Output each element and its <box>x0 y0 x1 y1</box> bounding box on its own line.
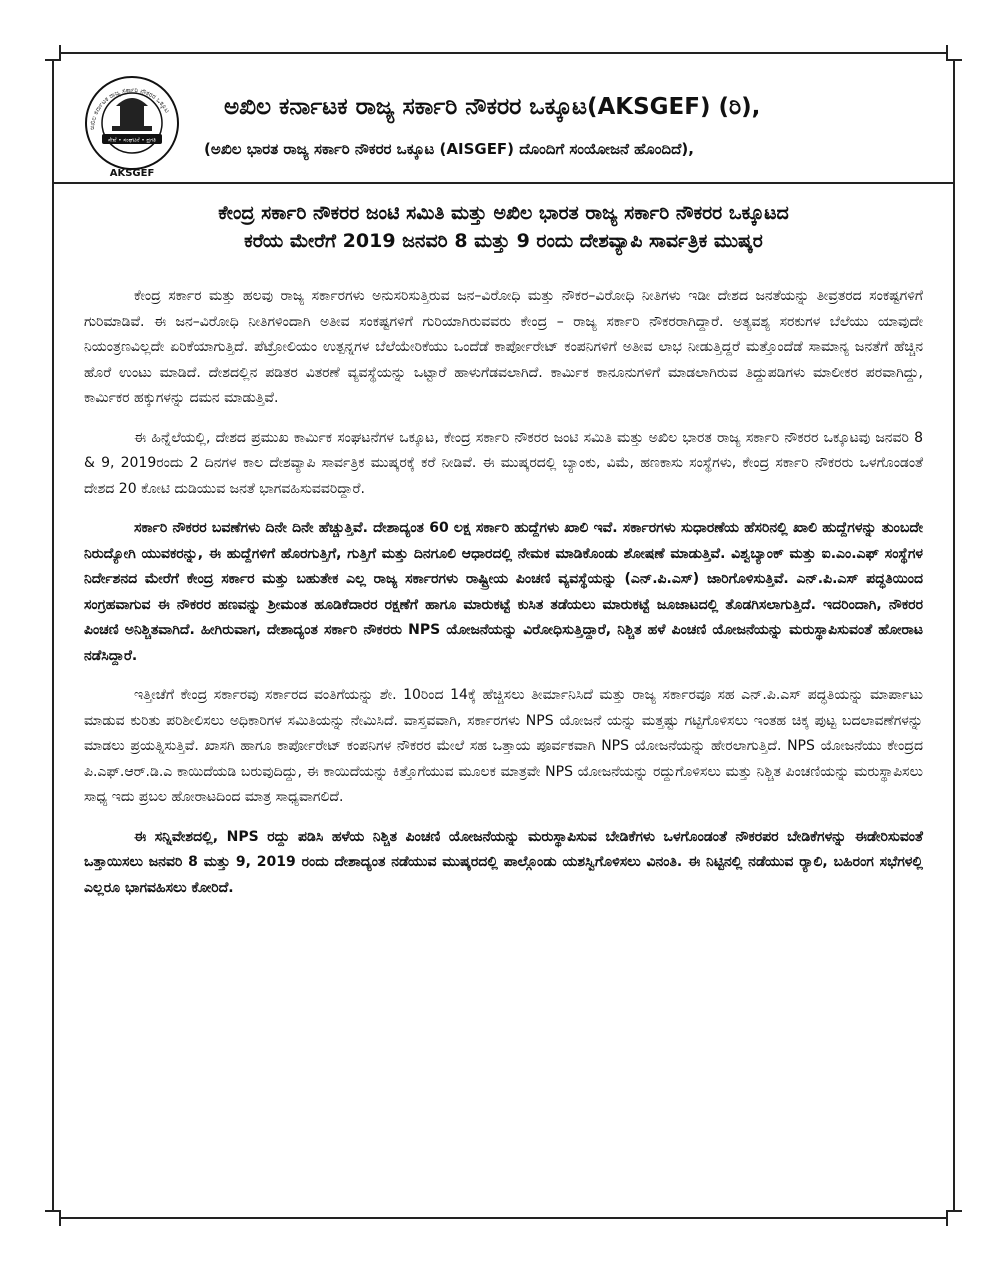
notice-body <box>84 284 923 915</box>
headline-line-1: ಕೇಂದ್ರ ಸರ್ಕಾರಿ ನೌಕರರ ಜಂಟಿ ಸಮಿತಿ ಮತ್ತು ಅಖಿಲ ಭಾರತ ರಾಜ್ಯ ಸರ್ಕಾರಿ ನೌಕರರ ಒಕ್ಕೂಟದ <box>218 202 789 224</box>
logo-ring-text: ಅಖಿಲ ಕರ್ನಾಟಕ ರಾಜ್ಯ ಸರ್ಕಾರಿ ನೌಕರರ ಒಕ್ಕೂಟ <box>87 85 172 131</box>
paragraph-4: ಇತ್ತೀಚೆಗೆ ಕೇಂದ್ರ ಸರ್ಕಾರವು ಸರ್ಕಾರದ ವಂತಿಗೆಯನ್ನು ಶೇ. 10ರಿಂದ 14ಕ್ಕೆ ಹೆಚ್ಚಿಸಲು ತೀರ್ಮಾನಿಸಿದೆ ಮತ್ತು ರಾಜ್ಯ ಸರ್ಕಾರವೂ ಸಹ ಎನ್.ಪಿ.ಎಸ್ ಪದ್ಧತಿಯನ್ನು ಮಾರ್ಪಾಟು ಮಾಡುವ ಕುರಿತು ಪರಿಶೀಲಿಸಲು ಅಧಿಕಾರಿಗಳ ಸಮಿತಿಯನ್ನು ನೇಮಿಸಿದೆ. ವಾಸ್ತವವಾಗಿ, ಸರ್ಕಾರಗಳು NPS ಯೋಜನೆ ಯನ್ನು ಮತ್ತಷ್ಟು ಗಟ್ಟಿಗೊಳಿಸಲು ಇಂತಹ ಚಿಕ್ಕ ಪುಟ್ಟ ಬದಲಾವಣೆಗಳನ್ನು ಮಾಡಲು ಪ್ರಯತ್ನಿಸುತ್ತಿವೆ. ಖಾಸಗಿ ಹಾಗೂ ಕಾರ್ಪೋರೇಟ್ ಕಂಪನಿಗಳ ನೌಕರರ ಮೇಲೆ ಸಹ ಒತ್ತಾಯ ಪೂರ್ವಕವಾಗಿ NPS ಯೋಜನೆಯನ್ನು ಹೇರಲಾಗುತ್ತಿದೆ. NPS ಯೋಜನೆಯು ಕೇಂದ್ರದ ಪಿ.ಎಫ್.ಆರ್.ಡಿ.ಎ ಕಾಯಿದೆಯಡಿ ಬರುವುದಿದ್ದು, ಈ ಕಾಯಿದೆಯನ್ನು ಕಿತ್ತೊಗೆಯುವ ಮೂಲಕ ಮಾತ್ರವೇ NPS ಯೋಜನೆಯನ್ನು ರದ್ದುಗೊಳಿಸಲು ಮತ್ತು ನಿಶ್ಚಿತ ಪಿಂಚಣಿಯನ್ನು ಮರುಸ್ಥಾಪಿಸಲು ಸಾಧ್ಯ ಇದು ಪ್ರಬಲ ಹೋರಾಟದಿಂದ ಮಾತ್ರ ಸಾಧ್ಯವಾಗಲಿದೆ. <box>84 687 923 805</box>
border-corner <box>45 1210 61 1226</box>
letterhead <box>54 54 953 184</box>
paragraph-2: ಈ ಹಿನ್ನೆಲೆಯಲ್ಲಿ, ದೇಶದ ಪ್ರಮುಖ ಕಾರ್ಮಿಕ ಸಂಘಟನೆಗಳ ಒಕ್ಕೂಟ, ಕೇಂದ್ರ ಸರ್ಕಾರಿ ನೌಕರರ ಜಂಟಿ ಸಮಿತಿ ಮತ್ತು ಅಖಿಲ ಭಾರತ ರಾಜ್ಯ ಸರ್ಕಾರಿ ನೌಕರರ ಒಕ್ಕೂಟವು ಜನವರಿ 8 & 9, 2019ರಂದು 2 ದಿನಗಳ ಕಾಲ ದೇಶವ್ಯಾಪಿ ಸಾರ್ವತ್ರಿಕ ಮುಷ್ಕರಕ್ಕೆ ಕರೆ ನೀಡಿವೆ. ಈ ಮುಷ್ಕರದಲ್ಲಿ ಬ್ಯಾಂಕು, ವಿಮೆ, ಹಣಕಾಸು ಸಂಸ್ಥೆಗಳು, ಕೇಂದ್ರ ಸರ್ಕಾರಿ ನೌಕರರು ಒಳಗೊಂಡಂತೆ ದೇಶದ 20 ಕೋಟಿ ದುಡಿಯುವ ಜನತೆ ಭಾಗವಹಿಸುವವರಿದ್ದಾರೆ. <box>84 429 924 497</box>
organization-title: ಅಖಿಲ ಕರ್ನಾಟಕ ರಾಜ್ಯ ಸರ್ಕಾರಿ ನೌಕರರ ಒಕ್ಕೂಟ(AKSGEF) (ರಿ), <box>224 94 761 120</box>
organization-affiliation: (ಅಖಿಲ ಭಾರತ ರಾಜ್ಯ ಸರ್ಕಾರಿ ನೌಕರರ ಒಕ್ಕೂಟ (AISGEF) ದೊಂದಿಗೆ ಸಂಯೋಜನೆ ಹೊಂದಿದೆ), <box>204 140 694 158</box>
aksgef-logo <box>72 68 192 180</box>
logo-motto: ಸೇವೆ • ಸಂಘಟನೆ • ಪ್ರಗತಿ <box>108 137 156 144</box>
paragraph-5: ಈ ಸನ್ನಿವೇಶದಲ್ಲಿ, NPS ರದ್ದು ಪಡಿಸಿ ಹಳೆಯ ನಿಶ್ಚಿತ ಪಿಂಚಣಿ ಯೋಜನೆಯನ್ನು ಮರುಸ್ಥಾಪಿಸುವ ಬೇಡಿಕೆಗಳು ಒಳಗೊಂಡಂತೆ ನೌಕರಪರ ಬೇಡಿಕೆಗಳನ್ನು ಈಡೇರಿಸುವಂತೆ ಒತ್ತಾಯಿಸಲು ಜನವರಿ 8 ಮತ್ತು 9, 2019 ರಂದು ದೇಶಾದ್ಯಂತ ನಡೆಯುವ ಮುಷ್ಕರದಲ್ಲಿ ಪಾಲ್ಗೊಂಡು ಯಶಸ್ವಿಗೊಳಿಸಲು ವಿನಂತಿ. ಈ ನಿಟ್ಟಿನಲ್ಲಿ ನಡೆಯುವ ರ‍್ಯಾಲಿ, ಬಹಿರಂಗ ಸಭೆಗಳಲ್ಲಿ ಎಲ್ಲರೂ ಭಾಗವಹಿಸಲು ಕೋರಿದೆ. <box>84 828 923 896</box>
border-corner <box>946 1210 962 1226</box>
notice-headline <box>74 199 933 255</box>
page-border <box>52 52 955 1219</box>
paragraph-3: ಸರ್ಕಾರಿ ನೌಕರರ ಬವಣೆಗಳು ದಿನೇ ದಿನೇ ಹೆಚ್ಚುತ್ತಿವೆ. ದೇಶಾದ್ಯಂತ 60 ಲಕ್ಷ ಸರ್ಕಾರಿ ಹುದ್ದೆಗಳು ಖಾಲಿ ಇವೆ. ಸರ್ಕಾರಗಳು ಸುಧಾರಣೆಯ ಹೆಸರಿನಲ್ಲಿ ಖಾಲಿ ಹುದ್ದೆಗಳನ್ನು ತುಂಬದೇ ನಿರುದ್ಯೋಗಿ ಯುವಕರನ್ನು, ಈ ಹುದ್ದೆಗಳಿಗೆ ಹೊರಗುತ್ತಿಗೆ, ಗುತ್ತಿಗೆ ಮತ್ತು ದಿನಗೂಲಿ ಆಧಾರದಲ್ಲಿ ನೇಮಕ ಮಾಡಿಕೊಂಡು ಶೋಷಣೆ ಮಾಡುತ್ತಿವೆ. ವಿಶ್ವಬ್ಯಾಂಕ್ ಮತ್ತು ಐ.ಎಂ.ಎಫ್ ಸಂಸ್ಥೆಗಳ ನಿರ್ದೇಶನದ ಮೇರೆಗೆ ಕೇಂದ್ರ ಸರ್ಕಾರ ಮತ್ತು ಬಹುತೇಕ ಎಲ್ಲ ರಾಜ್ಯ ಸರ್ಕಾರಗಳು ರಾಷ್ಟ್ರೀಯ ಪಿಂಚಣಿ ವ್ಯವಸ್ಥೆಯನ್ನು (ಎನ್.ಪಿ.ಎಸ್) ಜಾರಿಗೊಳಿಸುತ್ತಿವೆ. ಎನ್.ಪಿ.ಎಸ್ ಪದ್ಧತಿಯಿಂದ ಸಂಗ್ರಹವಾಗುವ ಈ ನೌಕರರ ಹಣವನ್ನು ಶ್ರೀಮಂತ ಹೂಡಿಕೆದಾರರ ರಕ್ಷಣೆಗೆ ಹಾಗೂ ಮಾರುಕಟ್ಟೆ ಕುಸಿತ ತಡೆಯಲು ಮಾರುಕಟ್ಟೆ ಜೂಜಾಟದಲ್ಲಿ ತೊಡಗಿಸಲಾಗುತ್ತಿದೆ. ಇದರಿಂದಾಗಿ, ನೌಕರರ ಪಿಂಚಣಿ ಅನಿಶ್ಚಿತವಾಗಿದೆ. ಹೀಗಿರುವಾಗ, ದೇಶಾದ್ಯಂತ ಸರ್ಕಾರಿ ನೌಕರರು NPS ಯೋಜನೆಯನ್ನು ವಿರೋಧಿಸುತ್ತಿದ್ದಾರೆ, ನಿಶ್ಚಿತ ಹಳೆ ಪಿಂಚಣಿ ಯೋಜನೆಯನ್ನು ಮರುಸ್ಥಾಪಿಸುವಂತೆ ಹೋರಾಟ ನಡೆಸಿದ್ದಾರೆ. <box>84 520 923 664</box>
logo-text: AKSGEF <box>109 168 155 179</box>
paragraph-1: ಕೇಂದ್ರ ಸರ್ಕಾರ ಮತ್ತು ಹಲವು ರಾಜ್ಯ ಸರ್ಕಾರಗಳು ಅನುಸರಿಸುತ್ತಿರುವ ಜನ–ವಿರೋಧಿ ಮತ್ತು ನೌಕರ–ವಿರೋಧಿ ನೀತಿಗಳು ಇಡೀ ದೇಶದ ಜನತೆಯನ್ನು ತೀವ್ರತರದ ಸಂಕಷ್ಟಗಳಿಗೆ ಗುರಿಮಾಡಿವೆ. ಈ ಜನ–ವಿರೋಧಿ ನೀತಿಗಳಿಂದಾಗಿ ಅತೀವ ಸಂಕಷ್ಟಗಳಿಗೆ ಗುರಿಯಾಗಿರುವವರು ಕೇಂದ್ರ – ರಾಜ್ಯ ಸರ್ಕಾರಿ ನೌಕರರಾಗಿದ್ದಾರೆ. ಅತ್ಯವಶ್ಯ ಸರಕುಗಳ ಬೆಲೆಯು ಯಾವುದೇ ನಿಯಂತ್ರಣವಿಲ್ಲದೇ ಏರಿಕೆಯಾಗುತ್ತಿದೆ. ಪೆಟ್ರೋಲಿಯಂ ಉತ್ಪನ್ನಗಳ ಬೆಲೆಯೇರಿಕೆಯು ಒಂದೆಡೆ ಕಾರ್ಪೋರೇಟ್ ಕಂಪನಿಗಳಿಗೆ ಅತೀವ ಲಾಭ ನೀಡುತ್ತಿದ್ದರೆ ಮತ್ತೊಂದೆಡೆ ಸಾಮಾನ್ಯ ಜನತೆಗೆ ಹೆಚ್ಚಿನ ಹೊರೆ ಉಂಟು ಮಾಡಿದೆ. ದೇಶದಲ್ಲಿನ ಪಡಿತರ ವಿತರಣೆ ವ್ಯವಸ್ಥೆಯನ್ನು ಒಟ್ಟಾರೆ ಹಾಳುಗೆಡವಲಾಗಿದೆ. ಕಾರ್ಮಿಕ ಕಾನೂನುಗಳಿಗೆ ಮಾಡಲಾಗಿರುವ ತಿದ್ದುಪಡಿಗಳು ಮಾಲೀಕರ ಪರವಾಗಿದ್ದು, ಕಾರ್ಮಿಕರ ಹಕ್ಕುಗಳನ್ನು ದಮನ ಮಾಡುತ್ತಿವೆ. <box>84 288 923 406</box>
header-divider <box>54 182 953 184</box>
headline-line-2: ಕರೆಯ ಮೇರೆಗೆ 2019 ಜನವರಿ 8 ಮತ್ತು 9 ರಂದು ದೇಶವ್ಯಾಪಿ ಸಾರ್ವತ್ರಿಕ ಮುಷ್ಕರ <box>244 230 763 252</box>
